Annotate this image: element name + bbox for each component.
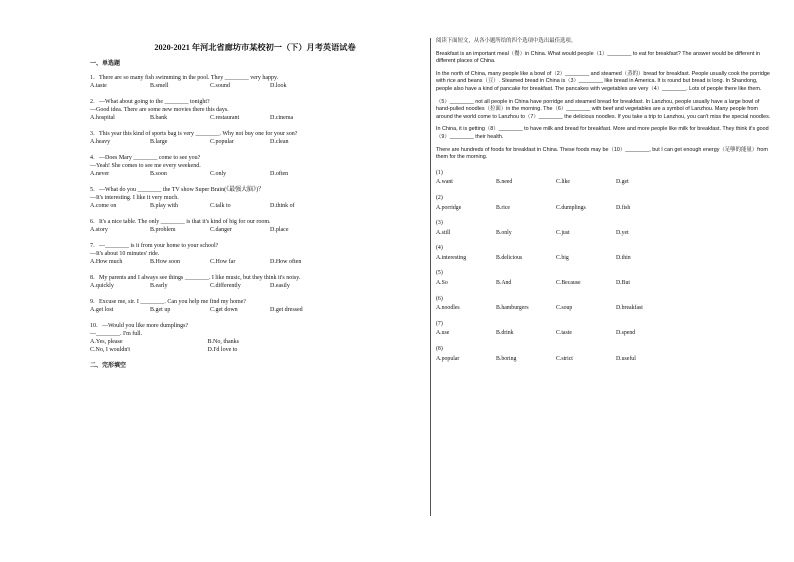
- option: B.bank: [150, 115, 168, 121]
- question-6: [90, 218, 420, 234]
- section-heading-cloze: 二、完形填空: [90, 363, 127, 369]
- question-7: [90, 242, 420, 266]
- page-title: 2020-2021 年河北省廊坊市某校初一（下）月考英语试卷: [154, 43, 356, 52]
- blank-number: (8): [436, 346, 443, 353]
- blank-option: A.interesting: [436, 254, 467, 261]
- option: D.clean: [270, 139, 289, 145]
- option: C.How far: [210, 259, 236, 265]
- blank-number: (3): [436, 220, 443, 227]
- option: A.hospital: [90, 115, 115, 121]
- blank-option: D.spend: [616, 330, 636, 337]
- blank-option-row: [436, 179, 774, 187]
- question-list: [90, 74, 420, 314]
- option: A.How much: [90, 259, 123, 265]
- question-stem-line2: —It's about 10 minutes' ride.: [90, 251, 160, 257]
- passage-paragraph: In China, it is getting（8）________ to have milk and bread for breakfast. More and more people like milk for breakfast. They think it's good（9）________ their health.: [436, 126, 769, 140]
- option: A.heavy: [90, 139, 111, 145]
- question-stem: 8．My parents and I always see things ________. I like music, but they think it's noisy.: [90, 275, 301, 281]
- blank-option: C.just: [556, 229, 570, 236]
- blank-option: D.yet: [616, 229, 629, 236]
- question-stem: 1．There are so many fish swimming in the pool. They ________ very happy.: [90, 75, 279, 81]
- option: A.taste: [90, 83, 107, 89]
- blank-option: A.So: [436, 280, 448, 287]
- option: D.easily: [270, 283, 290, 289]
- blank-option: C.soup: [556, 305, 573, 312]
- option-row: [90, 258, 420, 266]
- option: A.story: [90, 227, 108, 233]
- question-stem: 2．—What about going to the ________ tonight?: [90, 99, 210, 105]
- blank-option: A.want: [436, 179, 453, 186]
- option: D.get dressed: [270, 307, 303, 313]
- option: C.differently: [210, 283, 241, 289]
- blank-option: D.breakfast: [616, 305, 643, 312]
- option: A.never: [90, 171, 110, 177]
- option: A.come on: [90, 203, 117, 209]
- question-stem: 3．This year this kind of sports bag is very ________. Why not buy one for your son?: [90, 131, 298, 137]
- option-row: [90, 170, 420, 178]
- option: B.large: [150, 139, 168, 145]
- option: B.get up: [150, 307, 171, 313]
- blank-option-row: [436, 205, 774, 213]
- option: B.play with: [150, 203, 178, 209]
- blank-option: C.strict: [556, 355, 573, 362]
- option: C.get down: [210, 307, 238, 313]
- blank-option: C.dumplings: [556, 204, 586, 211]
- question-stem-line2: —It's interesting. I like it very much.: [90, 195, 179, 201]
- blank-number: (6): [436, 295, 443, 302]
- passage-paragraph: There are hundreds of foods for breakfast in China. These foods may be（10）________, but I can get enough energy（足够的能量）from them for the morning.: [436, 146, 768, 161]
- blank-option: A.noodles: [436, 305, 460, 312]
- blank-option: B.only: [496, 229, 512, 236]
- section-heading-single-choice: 一、单选题: [90, 61, 121, 67]
- blank-option: B.rice: [496, 204, 511, 211]
- blank-option: A.use: [436, 330, 450, 337]
- option: D.How often: [270, 259, 302, 265]
- option: C.danger: [210, 227, 232, 233]
- option: B.problem: [150, 227, 176, 233]
- blank-option: D.fish: [616, 204, 631, 211]
- passage-paragraph: （5）________ not all people in China have porridge and steamed bread for breakfast. In Lanzhou, people usually have a large bowl of hand-pulled noodles（拉面）in the morning. The（6）________ with beef and vegetables are a symbol of Lanzhou. Many people from around the world come to Lanzhou to（7）________ the delicious noodles. If you take a trip to Lanzhou, you can't miss the special noodles.: [436, 98, 771, 120]
- question-stem-line2: —Good idea. There are some new movies there this days.: [90, 107, 229, 113]
- blank-number: (4): [436, 245, 443, 252]
- blank-option: C.big: [556, 254, 569, 261]
- blank-number: (5): [436, 270, 443, 277]
- option: C.only: [210, 171, 227, 177]
- blank-option-row: [436, 255, 774, 263]
- cloze-options: [436, 170, 774, 364]
- option: D.often: [270, 171, 289, 177]
- option-row: [90, 282, 420, 290]
- option: B.early: [150, 283, 168, 289]
- question-stem: 7．—________ is it from your home to your school?: [90, 243, 219, 249]
- option: B.No, thanks: [207, 339, 239, 345]
- option: B.How soon: [150, 259, 181, 265]
- blank-option: D.useful: [616, 355, 636, 362]
- question-1: [90, 74, 420, 90]
- blank-option-row: [436, 305, 774, 313]
- option: A.Yes, please: [90, 339, 123, 345]
- blank-option-row: [436, 330, 774, 338]
- option-row: [90, 226, 420, 234]
- blank-option: C.like: [556, 179, 571, 186]
- blank-option: A.popular: [436, 355, 460, 362]
- option: C.talk to: [210, 203, 231, 209]
- option-row: [90, 138, 420, 146]
- option-row: [90, 306, 420, 314]
- question-4: [90, 154, 420, 178]
- passage-paragraph: In the north of China, many people like a bowl of（2）________ and steamed（蒸的）bread for breakfast. People usually cook the porridge with rice and beans（豆）. Steamed bread in China is（3）________ like bread in America. It is round but bread is long. In Shandong, people also have a kind of pancake for breakfast. The pancakes with vegetables are very（4）________. Lots of people there like them.: [436, 70, 770, 92]
- blank-option: B.delicious: [496, 254, 523, 261]
- option: C.sound: [210, 83, 230, 89]
- option: C.restaurant: [210, 115, 240, 121]
- question-2: [90, 98, 420, 122]
- blank-number: (1): [436, 169, 443, 176]
- option: D.look: [270, 83, 287, 89]
- column-divider: [430, 38, 431, 516]
- option-row: [90, 82, 420, 90]
- option-row: [90, 114, 420, 122]
- blank-option: A.porridge: [436, 204, 462, 211]
- blank-number: (2): [436, 194, 443, 201]
- blank-option: B.boring: [496, 355, 517, 362]
- option-row: [90, 202, 420, 210]
- blank-option: B.need: [496, 179, 513, 186]
- option: C.popular: [210, 139, 234, 145]
- option: A.quickly: [90, 283, 114, 289]
- option: D.cinema: [270, 115, 294, 121]
- question-9: [90, 298, 420, 314]
- blank-option: B.And: [496, 280, 512, 287]
- question-stem: 10．—Would you like more dumplings?: [90, 323, 189, 329]
- option: C.No, I wouldn't: [90, 347, 131, 353]
- question-stem: 6．It's a nice table. The only ________ is that it's kind of big for our room.: [90, 219, 271, 225]
- question-10: [90, 322, 420, 354]
- option: B.soon: [150, 171, 167, 177]
- option-row: [90, 346, 420, 354]
- question-stem-line2: —Yeah! She comes to see me every weekend.: [90, 163, 201, 169]
- left-column: [90, 44, 420, 376]
- passage-paragraph: Breakfast is an important meal（餐）in China. What would people（1）________ to eat for breakfast? The answer would be different in different places of China.: [436, 50, 761, 65]
- blank-number: (7): [436, 320, 443, 327]
- question-8: [90, 274, 420, 290]
- option: A.get lost: [90, 307, 114, 313]
- question-stem: 5．—What do you ________ the TV show Super Brain(《最强大脑》)？: [90, 187, 265, 193]
- blank-option: C.taste: [556, 330, 572, 337]
- cloze-instruction: 阅读下面短文，从各小题所给的四个选项中选出最佳选项。: [436, 38, 577, 44]
- question-5: [90, 186, 420, 210]
- option: D.place: [270, 227, 289, 233]
- question-stem: 4．—Does Mary ________ come to see you?: [90, 155, 201, 161]
- blank-option: B.drink: [496, 330, 514, 337]
- blank-option: D.thin: [616, 254, 631, 261]
- blank-option: B.hamburgers: [496, 305, 529, 312]
- option: D.I'd love to: [207, 347, 238, 353]
- blank-option: C.Because: [556, 280, 581, 287]
- question-3: [90, 130, 420, 146]
- question-stem-line2: —________. I'm full.: [90, 331, 143, 337]
- option: D.think of: [270, 203, 295, 209]
- blank-option: A.still: [436, 229, 451, 236]
- blank-option: D.But: [616, 280, 631, 287]
- option: B.smell: [150, 83, 169, 89]
- option-row: [90, 338, 420, 346]
- blank-option: D.get: [616, 179, 629, 186]
- blank-option-row: [436, 280, 774, 288]
- blank-option-row: [436, 356, 774, 364]
- blank-option-row: [436, 230, 774, 238]
- right-column: [436, 38, 774, 363]
- question-stem: 9．Excuse me, sir. I ________. Can you help me find my home?: [90, 299, 246, 305]
